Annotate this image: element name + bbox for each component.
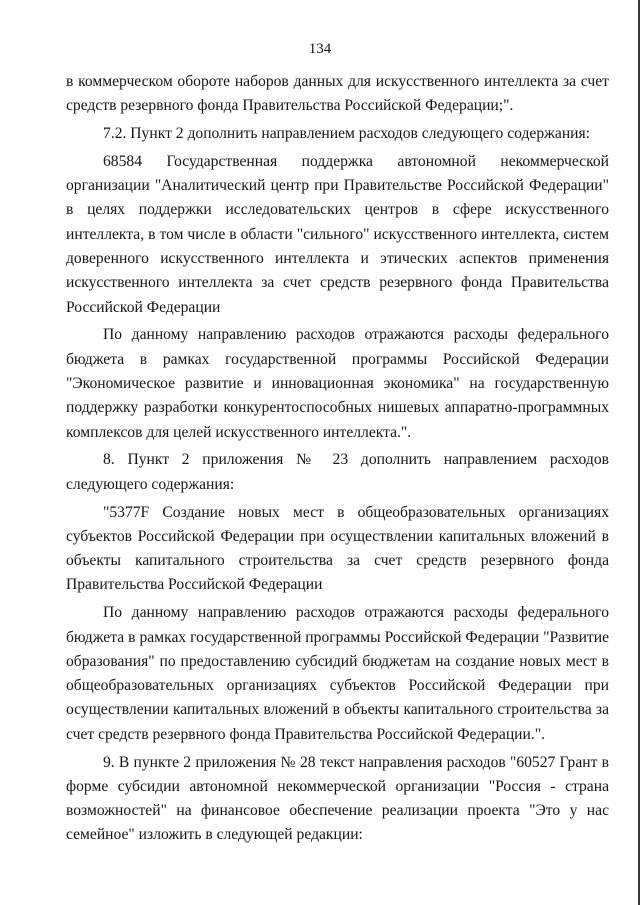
paragraph-5377f: "5377F Создание новых мест в общеобразовательных организациях субъектов Российской Федерации при осуществлении капитальных вложений в объекты капитального строительства за счет средств резервного фонда Правительства Российской Федерации [66, 503, 609, 594]
document-body [66, 70, 609, 848]
paragraph-continuation: в коммерческом обороте наборов данных для искусственного интеллекта за счет средств резервного фонда Правительства Российской Федерации;". [66, 73, 609, 115]
paragraph-68584-description: По данному направлению расходов отражаются расходы федерального бюджета в рамках государственной программы Российской Федерации "Экономическое развитие и инновационная экономика" на государственную поддержку разработки конкурентоспособных нишевых аппаратно-программных комплексов для целей искусственного интеллекта.". [66, 326, 609, 441]
paragraph-8: 8. Пункт 2 приложения № 23 дополнить направлением расходов следующего содержания: [66, 451, 609, 493]
paragraph-7-2: 7.2. Пункт 2 дополнить направлением расходов следующего содержания: [103, 125, 591, 143]
paragraph-5377f-description: По данному направлению расходов отражаются расходы федерального бюджета в рамках государственной программы Российской Федерации "Развитие образования" по предоставлению субсидий бюджетам на создание новых мест в общеобразовательных организациях субъектов Российской Федерации при осуществлении капитальных вложений в объекты капитального строительства за счет средств резервного фонда Правительства Российской Федерации.". [66, 604, 609, 743]
paragraph-9: 9. В пункте 2 приложения № 28 текст направления расходов "60527 Грант в форме субсидии автономной некоммерческой организации "Россия - страна возможностей" на финансовое обеспечение реализации проекта "Это у нас семейное" изложить в следующей редакции: [66, 753, 609, 844]
paragraph-68584: 68584 Государственная поддержка автономной некоммерческой организации "Аналитический центр при Правительстве Российской Федерации" в целях поддержки исследовательских центров в сфере искусственного интеллекта, в том числе в области "сильного" искусственного интеллекта, систем доверенного искусственного интеллекта и этических аспектов применения искусственного интеллекта за счет средств резервного фонда Правительства Российской Федерации [66, 152, 609, 316]
page-number: 134 [308, 41, 332, 57]
